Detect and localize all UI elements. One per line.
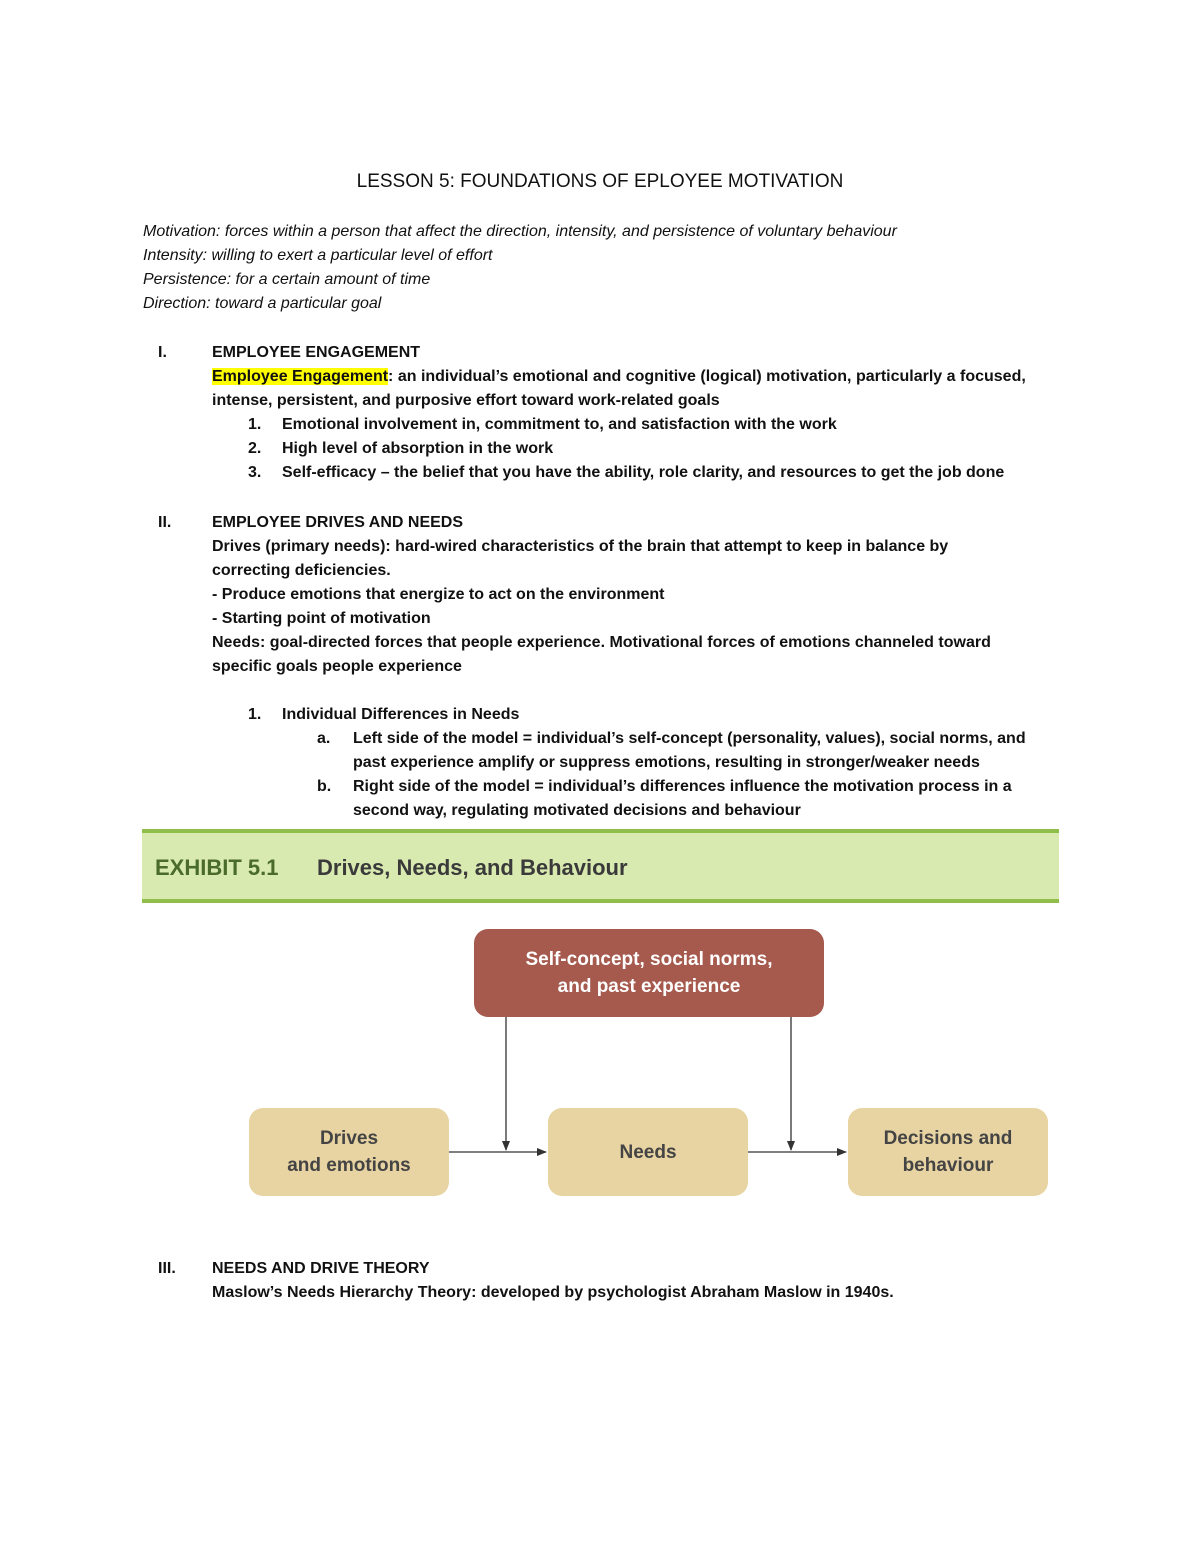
needs-box: Needs (548, 1108, 748, 1196)
engagement-definition-line-2: intense, persistent, and purposive effort toward work-related goals (212, 392, 720, 409)
section-2-body (212, 535, 1072, 679)
drives-line-2: correcting deficiencies. (212, 562, 391, 579)
section-2-numeral: II. (158, 514, 172, 531)
definition-motivation: Motivation: forces within a person that affect the direction, intensity, and persistence of voluntary behaviour (143, 223, 897, 240)
drives-box: Drives and emotions (249, 1108, 449, 1196)
drives-line-1: Drives (primary needs): hard-wired characteristics of the brain that attempt to keep in balance by (212, 538, 949, 555)
section-2-heading: EMPLOYEE DRIVES AND NEEDS (212, 514, 464, 531)
section-1-heading: EMPLOYEE ENGAGEMENT (212, 344, 421, 361)
engagement-list (248, 413, 1108, 485)
exhibit-banner (142, 829, 1059, 903)
section-3-body (212, 1281, 1072, 1305)
definition-direction: Direction: toward a particular goal (143, 295, 382, 312)
drives-bullet-2: - Starting point of motivation (212, 610, 431, 627)
definition-intensity: Intensity: willing to exert a particular level of effort (143, 247, 493, 264)
exhibit-title: Drives, Needs, and Behaviour (317, 855, 628, 880)
list-item: a. Left side of the model = individual’s self-concept (personality, values), social norms, and (317, 730, 1026, 747)
section-1-numeral: I. (158, 344, 167, 361)
definition-persistence: Persistence: for a certain amount of time (143, 271, 431, 288)
individual-differences (248, 703, 1108, 727)
decisions-box: Decisions and behaviour (848, 1108, 1048, 1196)
list-item: 2. High level of absorption in the work (248, 440, 554, 457)
section-3-numeral: III. (158, 1260, 176, 1277)
exhibit-number: EXHIBIT 5.1 (155, 855, 279, 880)
differences-sublist: a. Left side of the model = individual’s self-concept (personality, values), social norms, and past experience amplify or suppress emotions, resulting in stronger/weaker needs b. Right side of the model = individual’s differences influence the motivation process in a second way, regulating motivated decisions and behaviour (317, 727, 1077, 823)
self-concept-box: Self-concept, social norms, and past experience (474, 929, 824, 1017)
section-3-heading: NEEDS AND DRIVE THEORY (212, 1260, 430, 1277)
definitions (143, 220, 897, 316)
list-item: 1. Individual Differences in Needs (248, 706, 520, 723)
list-item: b. Right side of the model = individual’s differences influence the motivation process in a (317, 778, 1012, 795)
needs-line-2: specific goals people experience (212, 658, 462, 675)
list-item: 1. Emotional involvement in, commitment to, and satisfaction with the work (248, 416, 837, 433)
highlighted-term: Employee Engagement (212, 368, 389, 385)
needs-line-1: Needs: goal-directed forces that people experience. Motivational forces of emotions channeled toward (212, 634, 991, 651)
drives-bullet-1: - Produce emotions that energize to act on the environment (212, 586, 665, 603)
section-1-body (212, 365, 1072, 413)
page-title: LESSON 5: FOUNDATIONS OF EPLOYEE MOTIVATION (356, 171, 844, 192)
engagement-definition-line-1: : an individual’s emotional and cognitive (logical) motivation, particularly a focused, (388, 368, 1026, 385)
maslow-line: Maslow’s Needs Hierarchy Theory: developed by psychologist Abraham Maslow in 1940s. (212, 1284, 894, 1301)
list-item: 3. Self-efficacy – the belief that you have the ability, role clarity, and resources to get the job done (248, 464, 1005, 481)
